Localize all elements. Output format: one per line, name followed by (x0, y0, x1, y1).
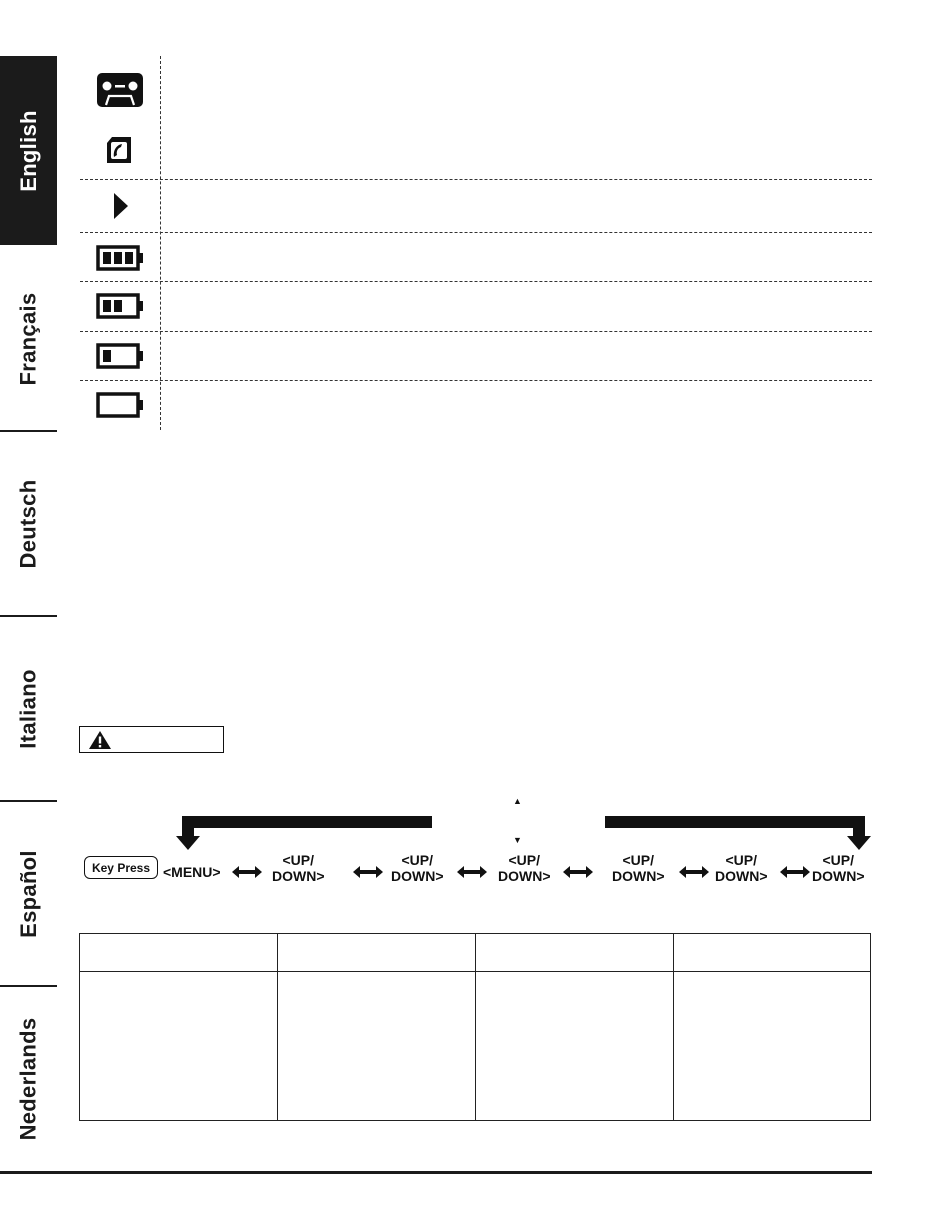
tab-nederlands[interactable] (0, 987, 57, 1171)
battery-full-icon (96, 245, 144, 271)
double-arrow-icon (457, 866, 487, 878)
play-icon (113, 192, 129, 220)
down-marker: ▼ (513, 835, 522, 845)
tab-italiano[interactable] (0, 617, 57, 800)
tab-label: Italiano (15, 668, 41, 749)
up-marker: ▲ (513, 796, 522, 806)
settings-table (79, 933, 871, 1121)
double-arrow-icon (679, 866, 709, 878)
up-down-key: <UP/ DOWN> (612, 852, 665, 884)
double-arrow-icon (780, 866, 810, 878)
battery-one-third-icon (96, 343, 144, 369)
column-divider (160, 56, 161, 430)
table-cell (278, 972, 475, 984)
up-down-key: <UP/ DOWN> (812, 852, 865, 884)
return-arrow-right (603, 814, 873, 852)
tab-label: Français (15, 292, 41, 385)
menu-navigation-diagram (0, 790, 950, 900)
double-arrow-icon (353, 866, 383, 878)
double-arrow-icon (563, 866, 593, 878)
warning-triangle-icon (88, 730, 112, 750)
table-cell (476, 972, 673, 984)
cassette-icon (96, 72, 144, 108)
row-divider (80, 331, 872, 332)
table-cell (80, 972, 277, 984)
column-divider (277, 934, 278, 1120)
row-divider (80, 380, 872, 381)
up-down-key: <UP/ DOWN> (498, 852, 551, 884)
row-divider (80, 232, 872, 233)
tab-deutsch[interactable] (0, 432, 57, 615)
row-divider (80, 281, 872, 282)
tab-label: Deutsch (15, 479, 41, 568)
double-arrow-icon (232, 866, 262, 878)
column-divider (475, 934, 476, 1120)
table-cell (674, 972, 871, 984)
battery-two-thirds-icon (96, 293, 144, 319)
table-header-cell (674, 934, 871, 946)
tab-francais[interactable] (0, 247, 57, 430)
tab-label: English (15, 109, 41, 192)
up-down-key: <UP/ DOWN> (715, 852, 768, 884)
table-header-cell (476, 934, 673, 946)
up-down-key: <UP/ DOWN> (272, 852, 325, 884)
column-divider (673, 934, 674, 1120)
page-footer-rule (0, 1171, 872, 1174)
tab-label: Español (15, 849, 41, 938)
tab-label: Nederlands (15, 1017, 41, 1141)
battery-empty-icon (96, 392, 144, 418)
status-icon-table (80, 56, 872, 430)
return-arrow-left (176, 814, 434, 852)
key-press-label: Key Press (84, 856, 158, 879)
up-down-key: <UP/ DOWN> (391, 852, 444, 884)
caution-box (79, 726, 224, 753)
table-header-cell (278, 934, 475, 946)
menu-key: <MENU> (163, 864, 221, 880)
row-divider (80, 179, 872, 180)
tab-english[interactable] (0, 56, 57, 245)
table-header-cell (80, 934, 277, 946)
phone-card-icon (104, 135, 134, 165)
